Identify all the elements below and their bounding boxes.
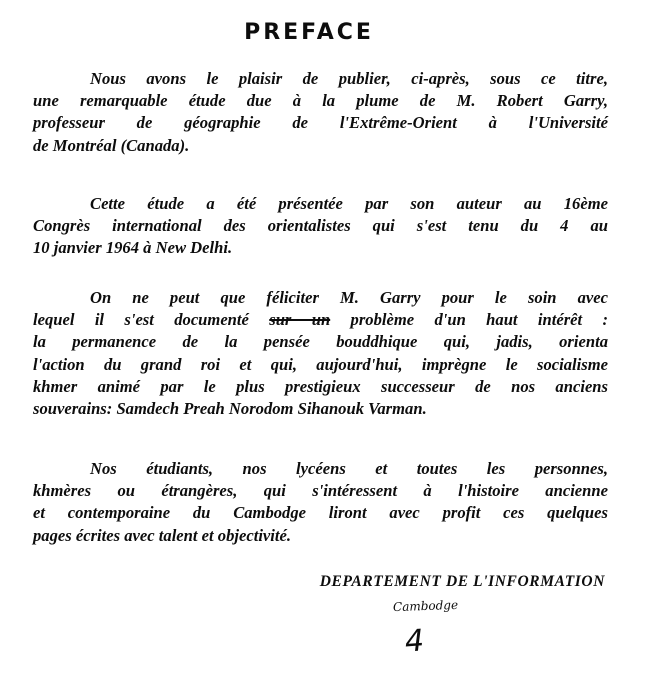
paragraph-line: Congrès international des orientalistes qui s'est tenu du 4 au (33, 216, 608, 236)
struck-through-words: sur un (269, 310, 331, 330)
paragraph-line: Nous avons le plaisir de publier, ci-après, sous ce titre, (90, 69, 608, 88)
paragraph-line: professeur de géographie de l'Extrême-Orient à l'Université (33, 113, 608, 133)
line-text-before-correction: lequel il s'est documenté (33, 310, 249, 330)
paragraph-line: khmer animé par le plus prestigieux successeur de nos anciens (33, 376, 608, 396)
paragraph-line: khmères ou étrangères, qui s'intéressent à l'histoire ancienne (33, 481, 608, 501)
handwritten-place-name: Cambodge (392, 597, 459, 615)
paragraph-2 (33, 193, 608, 260)
paragraph-line-with-correction (33, 309, 608, 331)
page-number: 4 (403, 623, 426, 660)
line-text-after-correction: problème d'un haut intérêt : (350, 310, 608, 330)
paragraph-line: Nos étudiants, nos lycéens et toutes les personnes, (90, 459, 608, 478)
paragraph-line: souverains: Samdech Preah Norodom Sihanouk Varman. (33, 399, 427, 419)
paragraph-line: la permanence de la pensée bouddhique qui, jadis, orienta (33, 332, 608, 352)
paragraph-line: pages écrites avec talent et objectivité. (33, 525, 292, 545)
paragraph-line: 10 janvier 1964 à New Delhi. (33, 238, 233, 258)
paragraph-line: On ne peut que féliciter M. Garry pour le soin avec (90, 288, 608, 307)
paragraph-4 (33, 458, 608, 547)
paragraph-line: de Montréal (Canada). (33, 135, 190, 155)
page-title: PREFACE (244, 20, 374, 45)
paragraph-1 (33, 68, 608, 157)
paragraph-line: l'action du grand roi et qui, aujourd'hui, imprègne le socialisme (33, 354, 608, 374)
paragraph-line: et contemporaine du Cambodge liront avec profit ces quelques (33, 503, 608, 523)
paragraph-line: Cette étude a été présentée par son auteur au 16ème (90, 194, 608, 213)
paragraph-3 (33, 287, 608, 420)
signature-department: DEPARTEMENT DE L'INFORMATION (319, 573, 605, 590)
paragraph-line: une remarquable étude due à la plume de M. Robert Garry, (33, 91, 608, 111)
